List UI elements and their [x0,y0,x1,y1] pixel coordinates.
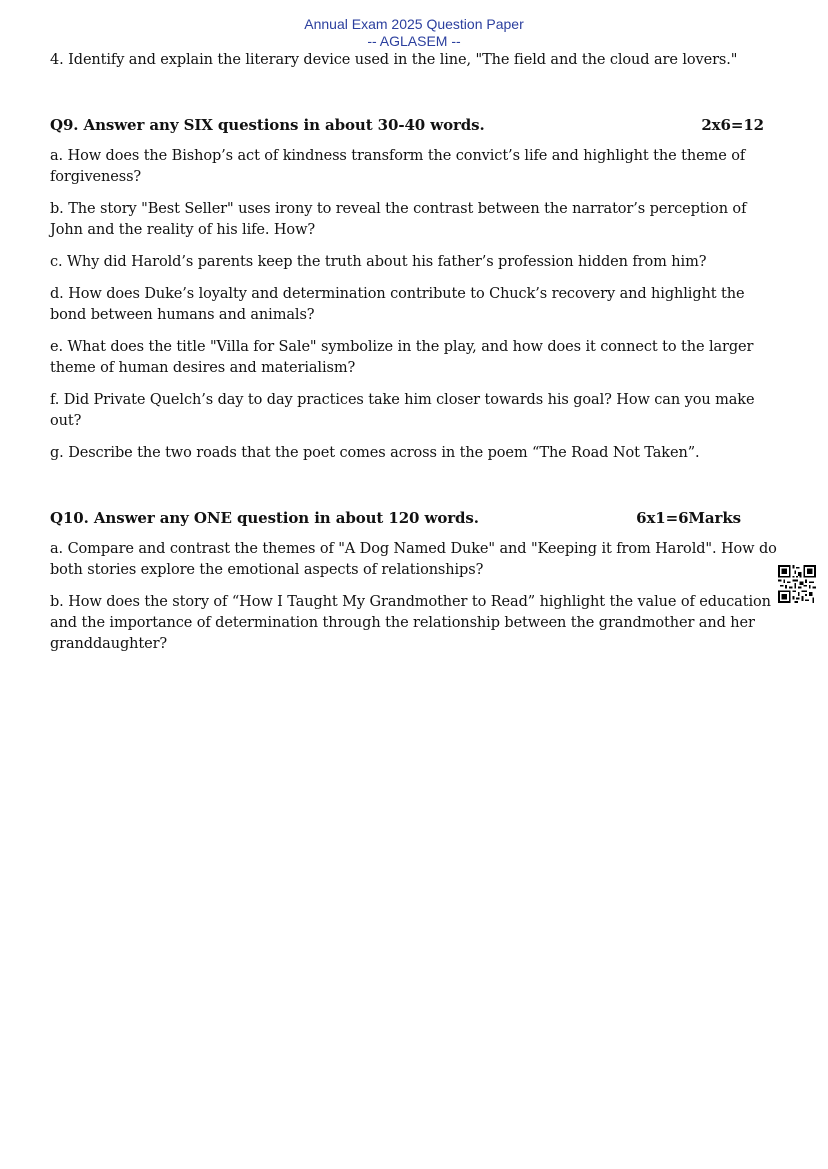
q10-heading-row [50,508,780,529]
header-title: Annual Exam 2025 Question Paper [304,16,524,32]
q9-item-g: g. Describe the two roads that the poet comes across in the poem “The Road Not Taken”. [50,445,700,461]
q10-heading: Q10. Answer any ONE question in about 120 words. [50,509,479,527]
q10-item-a: a. Compare and contrast the themes of "A Dog Named Duke" and "Keeping it from Harold". How do both stories explore the emotional aspects of relationships? [50,541,777,578]
q9-item-e: e. What does the title "Villa for Sale" symbolize in the play, and how does it connect to the larger theme of human desires and materialism? [50,339,754,376]
q9-heading: Q9. Answer any SIX questions in about 30-40 words. [50,116,485,134]
page-header [0,16,828,50]
q9-marks: 2x6=12 [701,116,764,134]
q9-item-a: a. How does the Bishop’s act of kindness transform the convict’s life and highlight the theme of forgiveness? [50,148,746,185]
q9-item-d: d. How does Duke’s loyalty and determination contribute to Chuck’s recovery and highlight the bond between humans and animals? [50,286,745,323]
q10-item-b: b. How does the story of “How I Taught My Grandmother to Read” highlight the value of education and the importance of determination through the relationship between the grandmother and her granddaughter? [50,594,771,652]
intro-question-item: 4. Identify and explain the literary device used in the line, "The field and the cloud are lovers." [50,52,738,68]
header-source: -- AGLASEM -- [367,33,461,49]
question-content [50,50,780,666]
qr-code-icon [778,565,816,603]
q10-marks: 6x1=6Marks [636,509,741,527]
q9-item-f: f. Did Private Quelch’s day to day practices take him closer towards his goal? How can you make out? [50,392,755,429]
q9-item-c: c. Why did Harold’s parents keep the truth about his father’s profession hidden from him? [50,254,707,270]
q9-item-b: b. The story "Best Seller" uses irony to reveal the contrast between the narrator’s perception of John and the reality of his life. How? [50,201,747,238]
q9-heading-row [50,115,780,136]
